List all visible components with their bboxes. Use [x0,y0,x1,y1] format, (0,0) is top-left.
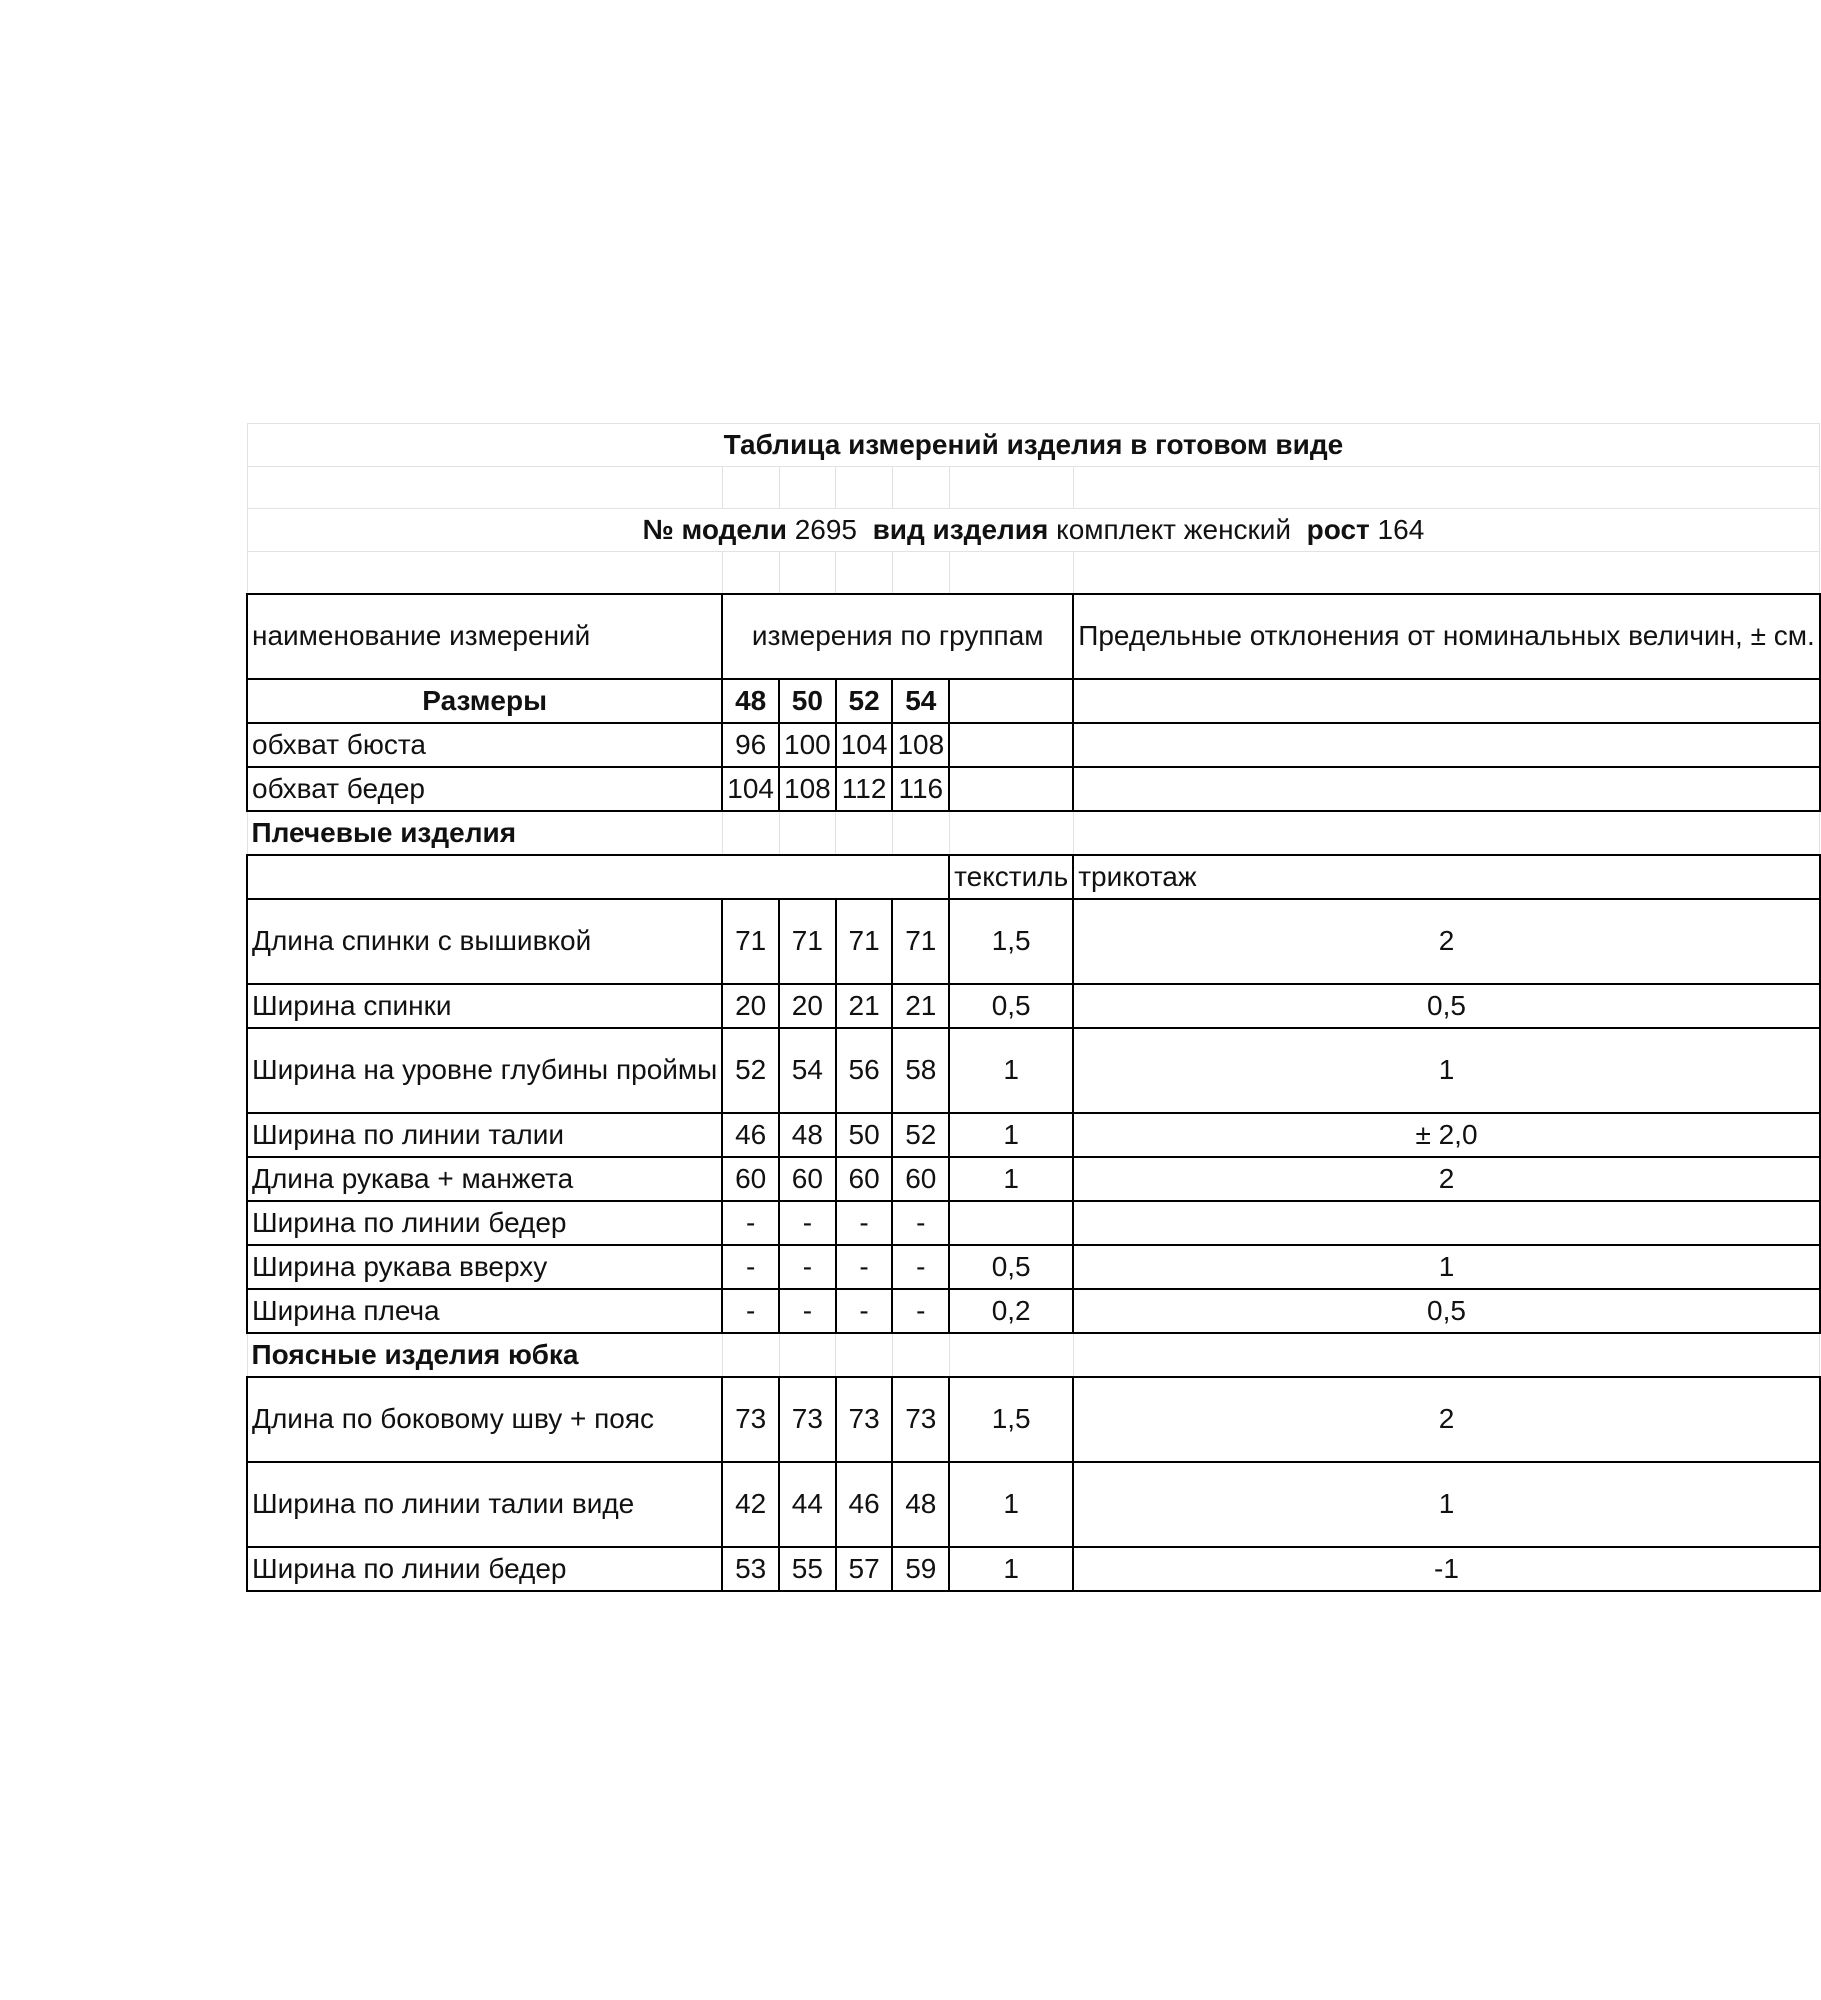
row-name: Ширина по линии бедер [247,1201,722,1245]
cell-tol-knit: ± 2,0 [1073,1113,1820,1157]
cell: - [892,1289,949,1333]
cell: - [836,1201,893,1245]
cell: 53 [722,1547,779,1591]
height-value: 164 [1377,514,1425,545]
cell: - [892,1245,949,1289]
cell: 108 [779,767,836,811]
cell-tol-textile: 0,5 [949,984,1073,1028]
cell: 60 [836,1157,893,1201]
table-row [247,1245,1820,1289]
size-52: 52 [836,679,893,723]
cell: 60 [722,1157,779,1201]
cell-tol-textile: 1,5 [949,1377,1073,1462]
cell: 56 [836,1028,893,1113]
header-groups: измерения по группам [722,594,1073,679]
table-row [247,1377,1820,1462]
tol-header-knit: трикотаж [1073,855,1820,899]
table-row [247,767,1820,811]
cell: 48 [892,1462,949,1547]
cell: 104 [722,767,779,811]
tol-header-textile: текстиль [949,855,1073,899]
cell: 59 [892,1547,949,1591]
type-label: вид изделия [872,514,1049,545]
measurement-table [246,423,1821,1592]
cell-tol-textile: 1 [949,1157,1073,1201]
header-name: наименование измерений [247,594,722,679]
type-value: комплект женский [1056,514,1292,545]
cell-tol-knit: -1 [1073,1547,1820,1591]
cell: 21 [836,984,893,1028]
table-row [247,1113,1820,1157]
cell: 58 [892,1028,949,1113]
cell: 52 [892,1113,949,1157]
cell: 54 [779,1028,836,1113]
cell-tol-knit: 0,5 [1073,1289,1820,1333]
table-row [247,984,1820,1028]
cell: - [892,1201,949,1245]
cell-tol-knit: 1 [1073,1462,1820,1547]
cell: 20 [722,984,779,1028]
table-row [247,1157,1820,1201]
model-line [247,509,1820,552]
table-row [247,1547,1820,1591]
cell: 104 [836,723,893,767]
table-title: Таблица измерений изделия в готовом виде [247,424,1820,467]
size-50: 50 [779,679,836,723]
cell: 20 [779,984,836,1028]
cell-tol-textile: 1,5 [949,899,1073,984]
cell: 71 [722,899,779,984]
row-name: Ширина плеча [247,1289,722,1333]
section-title-shoulder: Плечевые изделия [247,811,722,855]
cell-tol-knit: 1 [1073,1245,1820,1289]
cell: 48 [779,1113,836,1157]
cell: 71 [779,899,836,984]
cell: 52 [722,1028,779,1113]
cell-tol-knit [1073,1201,1820,1245]
size-48: 48 [722,679,779,723]
row-name: Длина по боковому шву + пояс [247,1377,722,1462]
row-name: Ширина по линии бедер [247,1547,722,1591]
section-title-waist: Поясные изделия юбка [247,1333,722,1377]
cell: 100 [779,723,836,767]
cell: 112 [836,767,893,811]
cell: - [779,1201,836,1245]
cell: 50 [836,1113,893,1157]
cell-tol-textile: 1 [949,1028,1073,1113]
cell-tol-textile [949,1201,1073,1245]
cell: 42 [722,1462,779,1547]
size-54: 54 [892,679,949,723]
row-name: Ширина спинки [247,984,722,1028]
table-row [247,723,1820,767]
header-tolerance: Предельные отклонения от номинальных величин, ± см. [1073,594,1820,679]
cell: - [722,1289,779,1333]
row-name: Длина спинки с вышивкой [247,899,722,984]
cell: 73 [779,1377,836,1462]
cell-tol-knit: 2 [1073,1377,1820,1462]
row-name: Ширина по линии талии [247,1113,722,1157]
row-name: обхват бедер [247,767,722,811]
cell: 21 [892,984,949,1028]
cell: - [779,1245,836,1289]
cell: 108 [892,723,949,767]
cell-tol-textile: 1 [949,1547,1073,1591]
cell: - [836,1245,893,1289]
cell: 71 [836,899,893,984]
model-label: № модели [642,514,787,545]
cell: - [836,1289,893,1333]
cell-tol-knit: 2 [1073,899,1820,984]
cell: 55 [779,1547,836,1591]
table-row [247,1289,1820,1333]
cell-tol-knit: 0,5 [1073,984,1820,1028]
row-name: Ширина рукава вверху [247,1245,722,1289]
cell-tol-textile: 1 [949,1462,1073,1547]
cell: 46 [836,1462,893,1547]
table-row [247,1201,1820,1245]
cell-tol-textile: 1 [949,1113,1073,1157]
cell-tol-textile: 0,2 [949,1289,1073,1333]
cell-tol-knit: 1 [1073,1028,1820,1113]
height-label: рост [1306,514,1370,545]
cell: 96 [722,723,779,767]
cell: 46 [722,1113,779,1157]
cell: 71 [892,899,949,984]
cell: 73 [836,1377,893,1462]
cell: 73 [722,1377,779,1462]
cell-tol-textile: 0,5 [949,1245,1073,1289]
row-name: Ширина по линии талии виде [247,1462,722,1547]
row-name: Ширина на уровне глубины проймы [247,1028,722,1113]
cell: - [722,1245,779,1289]
cell: 44 [779,1462,836,1547]
cell: 73 [892,1377,949,1462]
cell: 57 [836,1547,893,1591]
row-name: обхват бюста [247,723,722,767]
cell: - [722,1201,779,1245]
cell: 60 [779,1157,836,1201]
model-value: 2695 [794,514,857,545]
table-row [247,1462,1820,1547]
sizes-label: Размеры [247,679,722,723]
table-row [247,1028,1820,1113]
row-name: Длина рукава + манжета [247,1157,722,1201]
cell: 60 [892,1157,949,1201]
cell: 116 [892,767,949,811]
table-row [247,899,1820,984]
cell-tol-knit: 2 [1073,1157,1820,1201]
cell: - [779,1289,836,1333]
